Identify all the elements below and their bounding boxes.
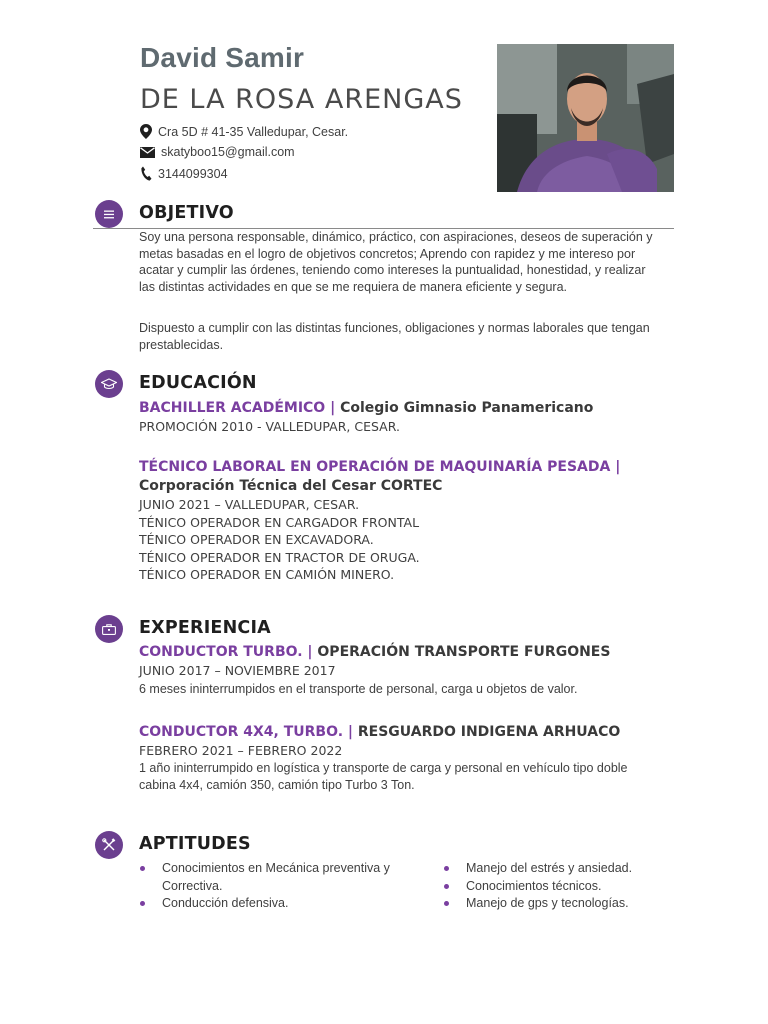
objetivo-paragraph-2 (139, 320, 674, 353)
institution-name: Corporación Técnica del Cesar CORTEC (139, 478, 443, 494)
phone-text: 3144099304 (158, 166, 228, 181)
experiencia-section-icon (95, 615, 123, 643)
job-role: CONDUCTOR TURBO. | (139, 644, 313, 660)
phone-icon (140, 166, 152, 181)
education-detail-line: JUNIO 2021 – VALLEDUPAR, CESAR. (139, 497, 360, 512)
graduation-cap-icon (101, 378, 117, 390)
institution-name: Colegio Gimnasio Panamericano (335, 400, 594, 416)
skills-list-left (139, 860, 419, 913)
education-item-1-heading (139, 399, 679, 418)
education-item-2-heading (139, 458, 679, 496)
list-icon (104, 210, 114, 219)
first-name: David Samir (140, 42, 305, 73)
degree-name: BACHILLER ACADÉMICO | (139, 400, 336, 416)
location-pin-icon (140, 124, 152, 139)
education-detail-line: TÉNICO OPERADOR EN CAMIÓN MINERO. (139, 567, 395, 582)
experience-item-1-dates: JUNIO 2017 – NOVIEMBRE 2017 (139, 663, 336, 678)
objetivo-p1-line: metas basadas en el logro de objetivos concretos; Aprendo con rapidez y me intereso por (139, 246, 636, 261)
educacion-section-icon (95, 370, 123, 398)
profile-photo (497, 44, 674, 192)
experience-item-2-heading (139, 723, 679, 742)
list-item: Manejo de gps y tecnologías. (443, 895, 683, 913)
contact-email (140, 145, 295, 159)
aptitudes-section-icon (95, 831, 123, 859)
skill-text: Correctiva. (162, 878, 223, 893)
company-name: RESGUARDO INDIGENA ARHUACO (353, 724, 621, 740)
last-name: DE LA ROSA ARENGAS (140, 84, 463, 115)
aptitudes-title: APTITUDES (139, 834, 251, 854)
objetivo-p1-line: acatar y cumplir las órdenes, teniendo como intereses la puntualidad, honestidad, y realizar (139, 263, 646, 277)
experience-item-1-heading (139, 643, 679, 662)
briefcase-icon (102, 624, 116, 635)
education-detail-line: TÉNICO OPERADOR EN EXCAVADORA. (139, 532, 374, 547)
experience-item-2-dates: FEBRERO 2021 – FEBRERO 2022 (139, 743, 343, 758)
list-item: Conocimientos técnicos. (443, 878, 683, 896)
objetivo-section-icon (95, 200, 123, 228)
email-link[interactable]: skatyboo15@gmail.com (161, 145, 295, 159)
experience-desc-line: 6 meses ininterrumpidos en el transporte de personal, carga u objetos de valor. (139, 682, 578, 696)
skills-list-right (443, 860, 683, 913)
objetivo-p1-line: las distintas actividades en que se me requiera de manera eficiente y segura. (139, 279, 568, 294)
address-text: Cra 5D # 41-35 Valledupar, Cesar. (158, 124, 349, 139)
objetivo-p1-line: Soy una persona responsable, dinámico, práctico, con aspiraciones, deseos de superación y (139, 230, 653, 244)
skill-text: Conocimientos en Mecánica preventiva y (162, 861, 390, 875)
objetivo-title: OBJETIVO (139, 203, 234, 223)
job-role: CONDUCTOR 4X4, TURBO. | (139, 724, 353, 740)
education-detail-line: TÉNICO OPERADOR EN CARGADOR FRONTAL (139, 514, 420, 530)
experience-desc-line: cabina 4x4, camión 350, camión tipo Turbo 3 Ton. (139, 777, 415, 792)
education-item-2-details (139, 496, 420, 584)
experience-item-1-description (139, 681, 674, 698)
experience-desc-line: 1 año ininterrumpido en logística y transporte de carga y personal en vehículo tipo doble (139, 761, 628, 775)
education-item-1-details (139, 418, 400, 436)
envelope-icon (140, 147, 155, 158)
objetivo-p2-line: prestablecidas. (139, 337, 224, 352)
company-name: OPERACIÓN TRANSPORTE FURGONES (312, 644, 611, 660)
list-item (139, 860, 419, 895)
experience-item-2-description (139, 760, 674, 793)
list-item: Manejo del estrés y ansiedad. (443, 860, 683, 878)
tools-icon (102, 838, 116, 852)
person-photo-illustration (497, 44, 674, 192)
experiencia-title: EXPERIENCIA (139, 618, 271, 638)
education-detail-line: TÉNICO OPERADOR EN TRACTOR DE ORUGA. (139, 549, 420, 565)
skill-text: Conducción defensiva. (162, 896, 289, 910)
list-item (139, 895, 419, 913)
educacion-title: EDUCACIÓN (139, 373, 257, 393)
objetivo-paragraph-1 (139, 229, 674, 295)
contact-phone (140, 166, 228, 181)
contact-address (140, 124, 348, 139)
objetivo-p2-line: Dispuesto a cumplir con las distintas funciones, obligaciones y normas laborales que tengan (139, 321, 650, 335)
degree-name: TÉCNICO LABORAL EN OPERACIÓN DE MAQUINARÍA PESADA | (139, 459, 621, 475)
education-detail-line: PROMOCIÓN 2010 - VALLEDUPAR, CESAR. (139, 419, 400, 434)
